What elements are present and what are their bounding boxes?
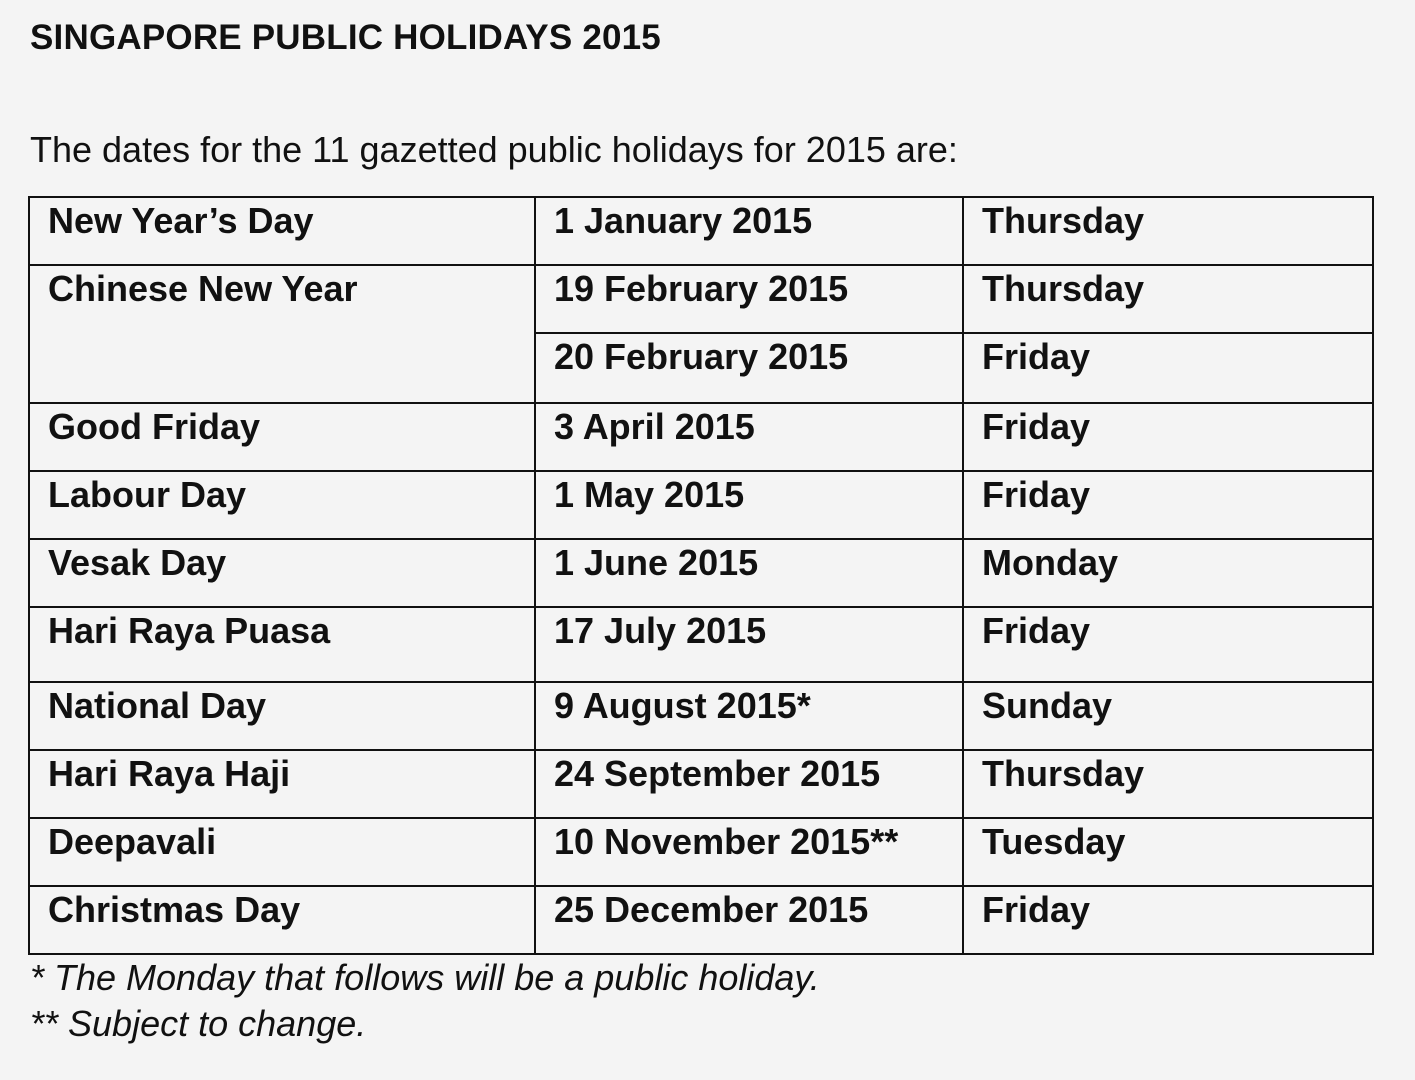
table-row	[29, 818, 1373, 886]
table-row	[29, 607, 1373, 682]
footnote-subject-to-change: ** Subject to change.	[30, 1003, 367, 1044]
holiday-name-cell: Deepavali	[29, 818, 535, 886]
holiday-date-cell: 9 August 2015*	[535, 682, 963, 750]
holiday-date-cell: 24 September 2015	[535, 750, 963, 818]
holiday-day-cell: Thursday	[963, 265, 1373, 333]
holiday-name-cell: Christmas Day	[29, 886, 535, 954]
table-row	[29, 539, 1373, 607]
holiday-date-cell: 19 February 2015	[535, 265, 963, 333]
holiday-day-cell: Friday	[963, 403, 1373, 471]
holiday-date-cell: 25 December 2015	[535, 886, 963, 954]
holiday-date-cell: 3 April 2015	[535, 403, 963, 471]
holiday-name-cell: New Year’s Day	[29, 197, 535, 265]
table-row	[29, 403, 1373, 471]
holiday-name-cell: National Day	[29, 682, 535, 750]
intro-text: The dates for the 11 gazetted public holidays for 2015 are:	[30, 129, 958, 170]
table-row	[29, 682, 1373, 750]
holiday-name-cell: Hari Raya Puasa	[29, 607, 535, 682]
page-title: SINGAPORE PUBLIC HOLIDAYS 2015	[30, 18, 661, 57]
table-row	[29, 750, 1373, 818]
holiday-name-cell: Hari Raya Haji	[29, 750, 535, 818]
holiday-date-cell: 17 July 2015	[535, 607, 963, 682]
table-row	[29, 197, 1373, 265]
holiday-name-cell: Good Friday	[29, 403, 535, 471]
holiday-day-cell: Thursday	[963, 197, 1373, 265]
footnotes	[30, 955, 820, 1047]
holiday-day-cell: Friday	[963, 607, 1373, 682]
holiday-day-cell: Sunday	[963, 682, 1373, 750]
footnote-monday: * The Monday that follows will be a public holiday.	[30, 957, 820, 998]
table-row	[29, 886, 1373, 954]
holiday-day-cell: Tuesday	[963, 818, 1373, 886]
holiday-day-cell: Friday	[963, 886, 1373, 954]
holiday-name-cell: Vesak Day	[29, 539, 535, 607]
holiday-date-cell: 1 May 2015	[535, 471, 963, 539]
holiday-date-cell: 10 November 2015**	[535, 818, 963, 886]
holiday-date-cell: 20 February 2015	[535, 333, 963, 403]
table-row	[29, 471, 1373, 539]
holiday-day-cell: Friday	[963, 471, 1373, 539]
holidays-table	[28, 196, 1374, 955]
holiday-name-cell: Chinese New Year	[29, 265, 535, 403]
holiday-day-cell: Friday	[963, 333, 1373, 403]
holiday-name-cell: Labour Day	[29, 471, 535, 539]
holiday-day-cell: Monday	[963, 539, 1373, 607]
holiday-day-cell: Thursday	[963, 750, 1373, 818]
holiday-date-cell: 1 January 2015	[535, 197, 963, 265]
holiday-date-cell: 1 June 2015	[535, 539, 963, 607]
table-row	[29, 265, 1373, 333]
